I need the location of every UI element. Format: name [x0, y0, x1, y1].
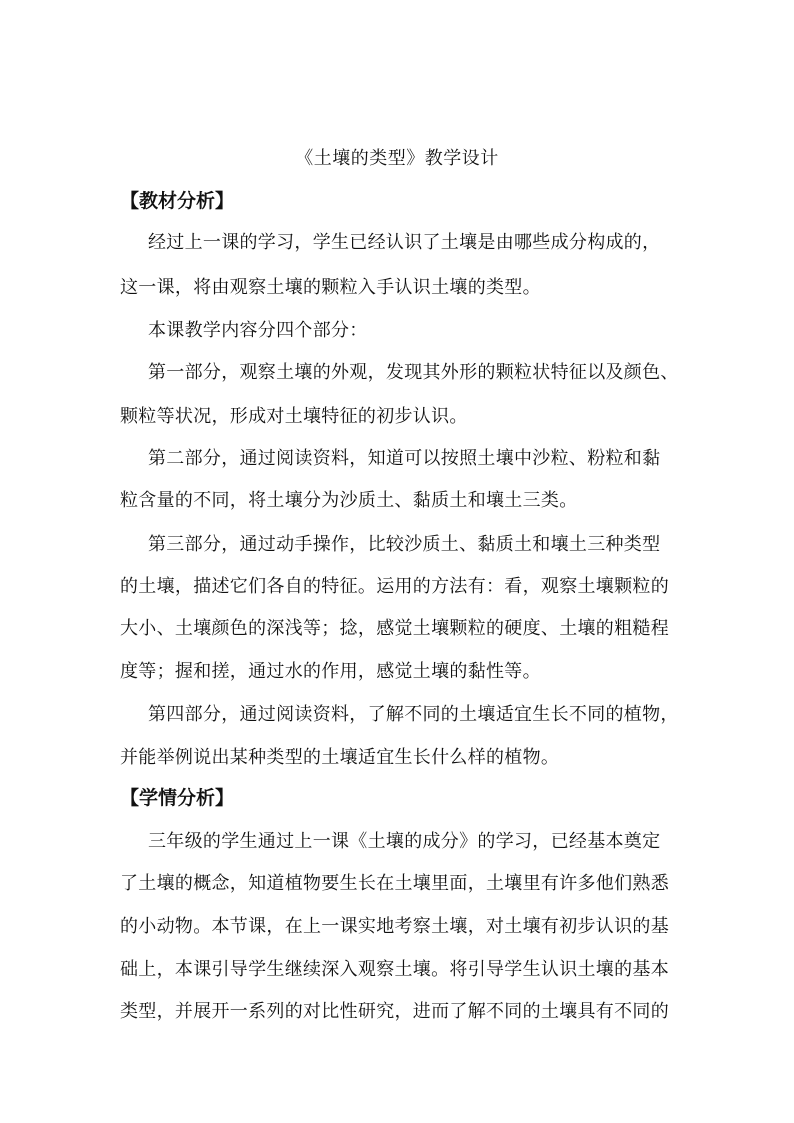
paragraph-line: 大小、土壤颜色的深浅等；捻，感觉土壤颗粒的硬度、土壤的粗糙程	[120, 618, 669, 639]
paragraph-line: 第四部分，通过阅读资料，了解不同的土壤适宜生长不同的植物，	[148, 704, 679, 725]
paragraph-line: 并能举例说出某种类型的土壤适宜生长什么样的植物。	[120, 747, 560, 768]
paragraph-line: 颗粒等状况，形成对土壤特征的初步认识。	[120, 406, 468, 427]
document-title: 《土壤的类型》教学设计	[295, 148, 499, 169]
section-heading-textbook-analysis: 【教材分析】	[120, 190, 235, 212]
paragraph-line: 粒含量的不同，将土壤分为沙质土、黏质土和壤土三类。	[120, 490, 578, 511]
paragraph-line: 的土壤，描述它们各自的特征。运用的方法有：看，观察土壤颗粒的	[120, 576, 669, 597]
paragraph-line: 第二部分，通过阅读资料，知道可以按照土壤中沙粒、粉粒和黏	[148, 448, 661, 469]
section-heading-student-analysis: 【学情分析】	[120, 787, 235, 809]
paragraph-line: 度等；握和搓，通过水的作用，感觉土壤的黏性等。	[120, 661, 541, 682]
paragraph-line: 三年级的学生通过上一课《土壤的成分》的学习，已经基本奠定	[148, 831, 661, 852]
paragraph-line: 类型，并展开一系列的对比性研究，进而了解不同的土壤具有不同的	[120, 1001, 669, 1022]
paragraph-line: 第三部分，通过动手操作，比较沙质土、黏质土和壤土三种类型	[148, 534, 661, 555]
paragraph-line: 础上，本课引导学生继续深入观察土壤。将引导学生认识土壤的基本	[120, 959, 669, 980]
paragraph-line: 本课教学内容分四个部分：	[148, 320, 368, 341]
paragraph-line: 经过上一课的学习，学生已经认识了土壤是由哪些成分构成的，	[148, 232, 661, 253]
paragraph-line: 第一部分，观察土壤的外观，发现其外形的颗粒状特征以及颜色、	[148, 362, 679, 383]
paragraph-line: 了土壤的概念，知道植物要生长在土壤里面，土壤里有许多他们熟悉	[120, 873, 669, 894]
paragraph-line: 这一课，将由观察土壤的颗粒入手认识土壤的类型。	[120, 277, 541, 298]
paragraph-line: 的小动物。本节课，在上一课实地考察土壤，对土壤有初步认识的基	[120, 916, 669, 937]
